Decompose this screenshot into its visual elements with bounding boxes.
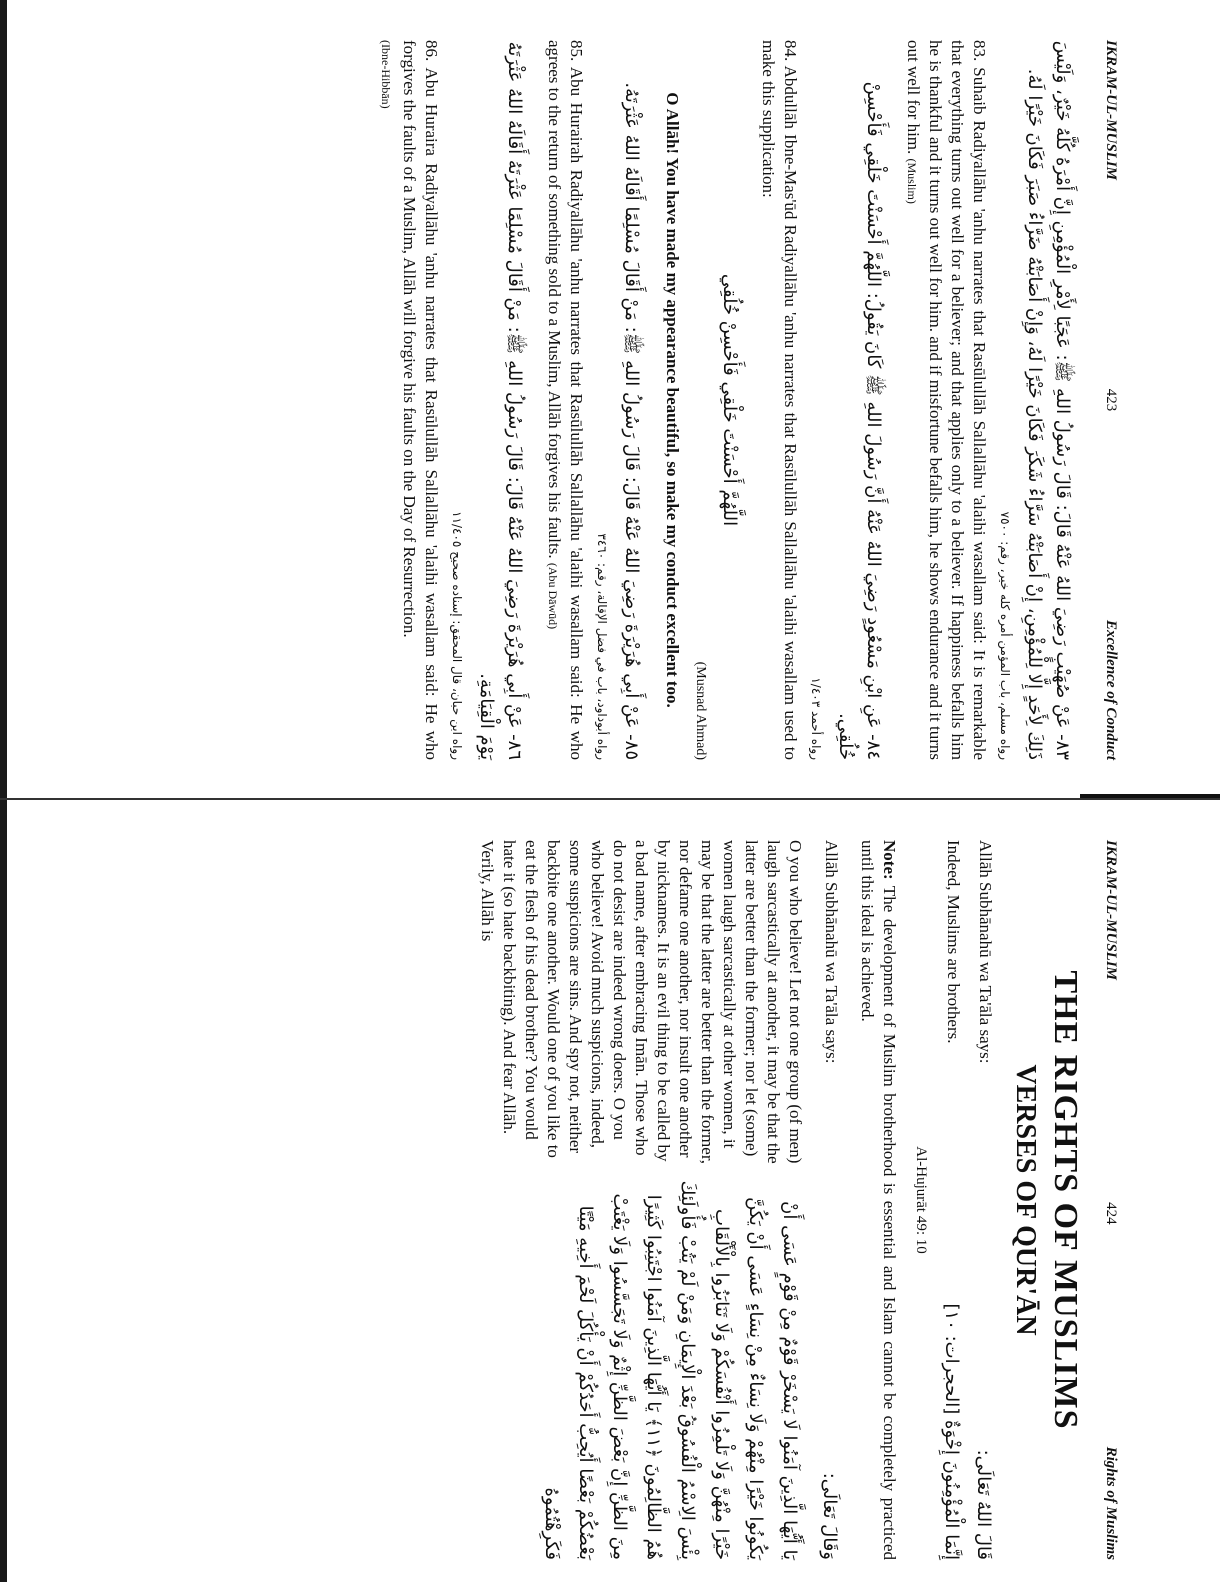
- verse-1-english: Indeed, Muslims are brothers.: [944, 840, 963, 1044]
- hadith-84-text: 84. Abdullāh Ibne-Mas'ūd Radiyallāhu 'anhu narrates that Rasūlullāh Sallallāhu 'alaihi wasallam used to make this supplication:: [759, 40, 800, 760]
- verse-2-english: O you who believe! Let not one group (of men) laugh sarcastically at another, it may be that the latter are better than the former; nor let (some) women laugh sarcastically at other women, it may be that the latter are better than the former, nor defame one another, nor insult one another by nicknames. It is an evil thing to be called by a bad name, after embracing Imān. Those who do not desist are indeed wrong doers. O you who believe! Avoid much suspicions, indeed, some suspicions are sins. And spy not, neither backbite one another. Would one of you like to eat the flesh of his dead brother? You would hate it (so hate backbiting). And fear Allāh. Verily, Allāh is: [478, 840, 805, 1165]
- hadith-86-ref: (Ibne-Hibbān): [379, 40, 393, 109]
- verse-1-source: Al-Hujurāt 49: 10: [913, 1146, 929, 1254]
- page-423: [70, 20, 1130, 780]
- page-424: [70, 820, 1130, 1580]
- verse-2-block: [476, 840, 806, 1560]
- running-head-book: IKRAM-UL-MUSLIM: [1103, 840, 1119, 981]
- says-2-english: Allāh Subhānahū wa Ta'āla says:: [822, 840, 841, 1064]
- hadith-83-ref: (Muslim): [905, 158, 919, 204]
- page-number: 423: [1103, 388, 1119, 412]
- running-head-book: IKRAM-UL-MUSLIM: [1103, 40, 1119, 181]
- running-head-423: [1100, 40, 1122, 760]
- verse-1-arabic: إِنَّمَا الْمُؤْمِنُونَ إِخْوَةٌ [الحجرات: ١٠]: [941, 1303, 962, 1560]
- hadith-85-body: 85. Abu Hurairah Radiyallāhu 'anhu narrates that Rasūlullāh Sallallāhu 'alaihi wasallam said: He who agrees to the return of something sold to a Muslim, Allāh forgives his faults.: [545, 40, 586, 760]
- hadith-84-supplication-english: O Allāh! You have made my appearance beautiful, so make my conduct excellent too.: [663, 92, 682, 708]
- hadith-86-arabic: ٨٦- عَنْ أَبِي هُرَيْرَةَ رَضِيَ اللهُ عَنْهُ قَالَ: قَالَ رَسُولُ اللهِ ﷺ: مَنْ أَقَالَ مُسْلِمًا عَثْرَتَهُ أَقَالَهُ اللهُ عَثْرَتَهُ يَوْمَ الْقِيَامَةِ.: [476, 41, 525, 760]
- says-1-english: Allāh Subhānahū wa Ta'āla says:: [976, 840, 995, 1064]
- hadith-85-arabic-ref: رواه أبوداود، باب في فضل الإقالة، رقم: ٣٤٦٠: [595, 533, 609, 760]
- hadith-83-body: 83. Suhaib Radiyallāhu 'anhu narrates that Rasūlullāh Sallallāhu 'alaihi wasallam said: It is remarkable that everything turns out well for a believer; and that applies only to a believer. If happiness befalls him he is thankful and it turns out well for him. and if misfortune befalls him, he shows endurance and it turns out well for him.: [904, 40, 989, 760]
- note-label: Note:: [880, 840, 899, 880]
- page-423-content: [62, 20, 1122, 780]
- hadith-85-arabic: ٨٥- عَنْ أَبِي هُرَيْرَةَ رَضِيَ اللهُ عَنْهُ قَالَ: قَالَ رَسُولُ اللهِ ﷺ: مَنْ أَقَالَ مُسْلِمًا أَقَالَهُ اللهُ عَثْرَتَهُ.: [621, 82, 642, 760]
- hadith-86-text: [375, 40, 442, 760]
- hadith-83-arabic-ref: رواه مسلم، باب المؤمن أمره كله خير، رقم: ٧٥٠٠: [998, 511, 1012, 760]
- page-number: 424: [1103, 1202, 1119, 1225]
- note-paragraph: [856, 840, 900, 1560]
- section-subtitle: VERSES OF QUR'ĀN: [1010, 1064, 1041, 1336]
- running-head-424: [1100, 840, 1122, 1560]
- hadith-86-body: 86. Abu Huraira Radiyallāhu 'anhu narrates that Rasūlullāh Sallallāhu 'alaihi wasallam said: He who forgives the faults of a Muslim, Allāh will forgive his faults on the Day of Resurrection.: [400, 40, 441, 760]
- hadith-85-ref: (Abu Dāwūd): [546, 562, 560, 630]
- hadith-83-arabic: ٨٣- عَنْ صُهَيْبٍ رَضِيَ اللهُ عَنْهُ قَالَ: قَالَ رَسُولُ اللهِ ﷺ: عَجَبًا لِأَمْرِ الْمُؤْمِنِ إِنَّ أَمْرَهُ كُلَّهُ خَيْرٌ، وَلَيْسَ ذَلِكَ لِأَحَدٍ إِلَّا لِلْمُؤْمِنِ، إِنْ أَصَابَتْهُ سَرَّاءُ شَكَرَ فَكَانَ خَيْرًا لَهُ، وَإِنْ أَصَابَتْهُ ضَرَّاءُ صَبَرَ فَكَانَ خَيْرًا لَهُ.: [1024, 40, 1073, 760]
- says-row-1: [970, 840, 996, 1560]
- scan-edge: [0, 0, 7, 1582]
- page-fold-mark: [1080, 794, 1220, 798]
- hadith-85-text: [542, 40, 587, 760]
- chapter-title: THE RIGHTS OF MUSLIMS: [1047, 970, 1084, 1430]
- hadith-84-supplication-arabic: اللَّهُمَّ أَحْسَنْتَ خَلْقِي فَأَحْسِنْ خُلُقِي: [719, 273, 740, 527]
- page-424-content: [62, 820, 1122, 1580]
- hadith-86-arabic-ref: رواه ابن حبان، قال المحقق: إسناده صحيح ١١/٤٠٥: [450, 511, 464, 760]
- running-head-chapter: Excellence of Conduct: [1103, 620, 1119, 760]
- says-row-2: [816, 840, 842, 1560]
- verse-1-row: [938, 840, 964, 1560]
- page-fold-line: [0, 798, 1220, 800]
- hadith-83-text: [901, 40, 990, 760]
- note-text: The development of Muslim brotherhood is essential and Islam cannot be completely practiced until this ideal is achieved.: [858, 840, 899, 1560]
- says-2-arabic: وَقَالَ تَعَالَى:: [819, 1472, 840, 1560]
- hadith-84-arabic: ٨٤- عَنِ ابْنِ مَسْعُودٍ رَضِيَ اللهُ عَنْهُ أَنَّ رَسُولَ اللهِ ﷺ كَانَ يَقُولُ: اللَّهُمَّ أَحْسَنْتَ خَلْقِي فَأَحْسِنْ خُلُقِي.: [835, 81, 884, 760]
- says-1-arabic: قَالَ اللهُ تَعَالَى:: [973, 1449, 994, 1560]
- running-head-chapter: Rights of Muslims: [1103, 1446, 1119, 1560]
- hadith-84-ref: (Musnad Ahmad): [693, 661, 708, 760]
- verse-2-arabic: يَا أَيُّهَا الَّذِينَ آمَنُوا لَا يَسْخَرْ قَوْمٌ مِنْ قَوْمٍ عَسَى أَنْ يَكُونُوا خَيْرًا مِنْهُمْ وَلَا نِسَاءٌ مِنْ نِسَاءٍ عَسَى أَنْ يَكُنَّ خَيْرًا مِنْهُنَّ وَلَا تَلْمِزُوا أَنْفُسَكُمْ وَلَا تَنَابَزُوا بِالْأَلْقَابِ بِئْسَ الِاسْمُ الْفُسُوقُ بَعْدَ الْإِيمَانِ وَمَنْ لَمْ يَتُبْ فَأُولَئِكَ هُمُ الظَّالِمُونَ ﴿١١﴾ يَا أَيُّهَا الَّذِينَ آمَنُوا اجْتَنِبُوا كَثِيرًا مِنَ الظَّنِّ إِنَّ بَعْضَ الظَّنِّ إِثْمٌ وَلَا تَجَسَّسُوا وَلَا يَغْتَبْ بَعْضُكُمْ بَعْضًا أَيُحِبُّ أَحَدُكُمْ أَنْ يَأْكُلَ لَحْمَ أَخِيهِ مَيْتًا فَكَرِهْتُمُوهُ: [541, 1180, 800, 1560]
- hadith-84-arabic-ref: رواه أحمد ١/٤٠٣: [809, 677, 823, 760]
